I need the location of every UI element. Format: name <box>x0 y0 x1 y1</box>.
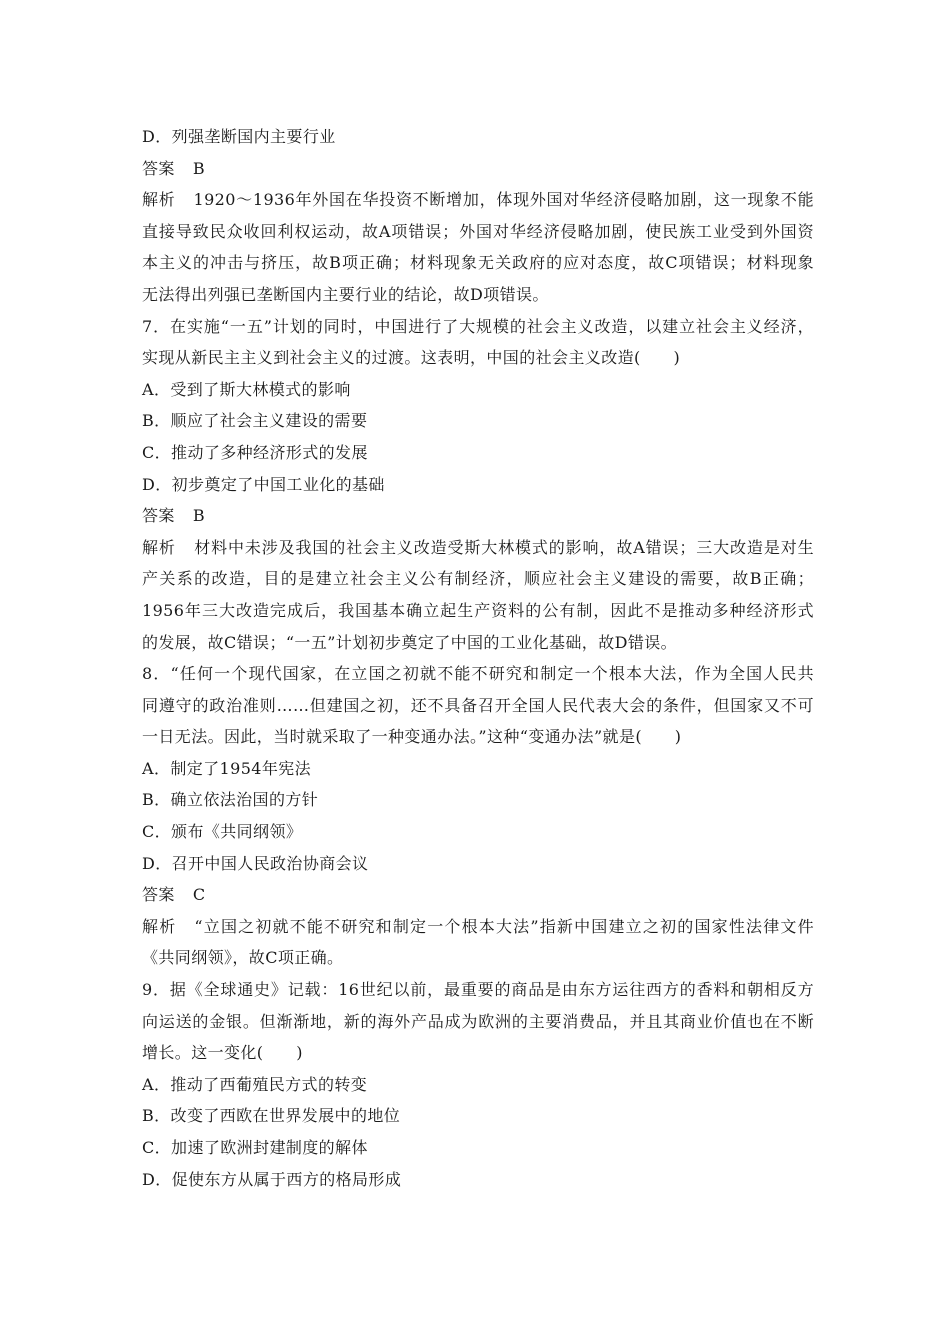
q6-answer-label: 答案 <box>142 158 175 178</box>
q9-stem-line-2: 向运送的金银。但渐渐地，新的海外产品成为欧洲的主要消费品，并且其商业价值也在不断 <box>142 1011 814 1031</box>
document-page <box>142 121 814 1195</box>
q7-analysis-line-1 <box>142 532 814 564</box>
q8-analysis-line-1 <box>142 911 814 943</box>
q6-analysis-line-2: 直接导致民众收回利权运动，故A项错误；外国对华经济侵略加剧，使民族工业受到外国资 <box>142 221 814 241</box>
q8-stem-line-3: 一日无法。因此，当时就采取了一种变通办法。”这种“变通办法”就是( ) <box>142 727 682 747</box>
q7-analysis-line-4: 的发展，故C错误；“一五”计划初步奠定了中国的工业化基础，故D错误。 <box>142 632 678 652</box>
q7-option-b: B．顺应了社会主义建设的需要 <box>142 411 368 431</box>
q9-option-b: B．改变了西欧在世界发展中的地位 <box>142 1106 401 1126</box>
q8-option-d: D．召开中国人民政治协商会议 <box>142 853 369 873</box>
q8-option-a: A．制定了1954年宪法 <box>142 758 312 778</box>
q9-option-a: A．推动了西葡殖民方式的转变 <box>142 1074 368 1094</box>
q7-answer-value: B <box>192 506 205 526</box>
q8-analysis-line-2: 《共同纲领》，故C项正确。 <box>142 948 344 968</box>
q8-option-b: B．确立依法治国的方针 <box>142 790 319 810</box>
q6-analysis-line-1 <box>142 184 814 216</box>
q9-stem-line-3: 增长。这一变化( ) <box>142 1043 303 1063</box>
q9-option-d: D．促使东方从属于西方的格局形成 <box>142 1169 402 1189</box>
q6-option-d: D．列强垄断国内主要行业 <box>142 127 336 146</box>
q7-option-c: C．推动了多种经济形式的发展 <box>142 442 368 462</box>
q6-answer-value: B <box>192 158 205 178</box>
q7-stem-line-2: 实现从新民主主义到社会主义的过渡。这表明，中国的社会主义改造( ) <box>142 348 681 368</box>
q9-option-c: C．加速了欧洲封建制度的解体 <box>142 1138 368 1157</box>
q6-analysis-line-4: 无法得出列强已垄断国内主要行业的结论，故D项错误。 <box>142 284 549 304</box>
q7-answer-label: 答案 <box>142 506 175 526</box>
q7-analysis-line-2: 产关系的改造，目的是建立社会主义公有制经济，顺应社会主义建设的需要，故B正确； <box>142 569 814 589</box>
q7-answer-row <box>142 500 814 532</box>
q8-analysis-label: 解析 <box>142 916 177 936</box>
q7-option-d: D．初步奠定了中国工业化的基础 <box>142 474 385 494</box>
q8-answer-label: 答案 <box>142 885 175 905</box>
q8-stem-line-1: 8．“任何一个现代国家，在立国之初就不能不研究和制定一个根本大法，作为全国人民共 <box>142 664 814 684</box>
q7-stem-line-1: 7．在实施“一五”计划的同时，中国进行了大规模的社会主义改造，以建立社会主义经济， <box>142 316 814 336</box>
q8-answer-value: C <box>192 885 206 905</box>
q8-stem-line-2: 同遵守的政治准则……但建国之初，还不具备召开全国人民代表大会的条件，但国家又不可 <box>142 695 814 715</box>
q8-option-c: C．颁布《共同纲领》 <box>142 822 303 842</box>
q7-analysis-line-3: 1956年三大改造完成后，我国基本确立起生产资料的公有制，因此不是推动多种经济形式 <box>142 600 814 620</box>
q7-analysis-text-1: 材料中未涉及我国的社会主义改造受斯大林模式的影响，故A错误；三大改造是对生 <box>193 537 814 557</box>
q9-stem-line-1: 9．据《全球通史》记载：16世纪以前，最重要的商品是由东方运往西方的香料和朝相反方 <box>142 980 814 1000</box>
q8-answer-row <box>142 879 814 911</box>
q7-analysis-label: 解析 <box>142 537 176 557</box>
q6-analysis-text-1: 1920～1936年外国在华投资不断增加，体现外国对华经济侵略加剧，这一现象不能 <box>193 190 814 210</box>
q8-analysis-text-1: “立国之初就不能不研究和制定一个根本大法”指新中国建立之初的国家性法律文件 <box>194 916 814 936</box>
q7-option-a: A．受到了斯大林模式的影响 <box>142 379 351 399</box>
q6-analysis-label: 解析 <box>142 190 176 210</box>
q6-answer-row <box>142 153 814 185</box>
q6-analysis-line-3: 本主义的冲击与挤压，故B项正确；材料现象无关政府的应对态度，故C项错误；材料现象 <box>142 253 814 273</box>
